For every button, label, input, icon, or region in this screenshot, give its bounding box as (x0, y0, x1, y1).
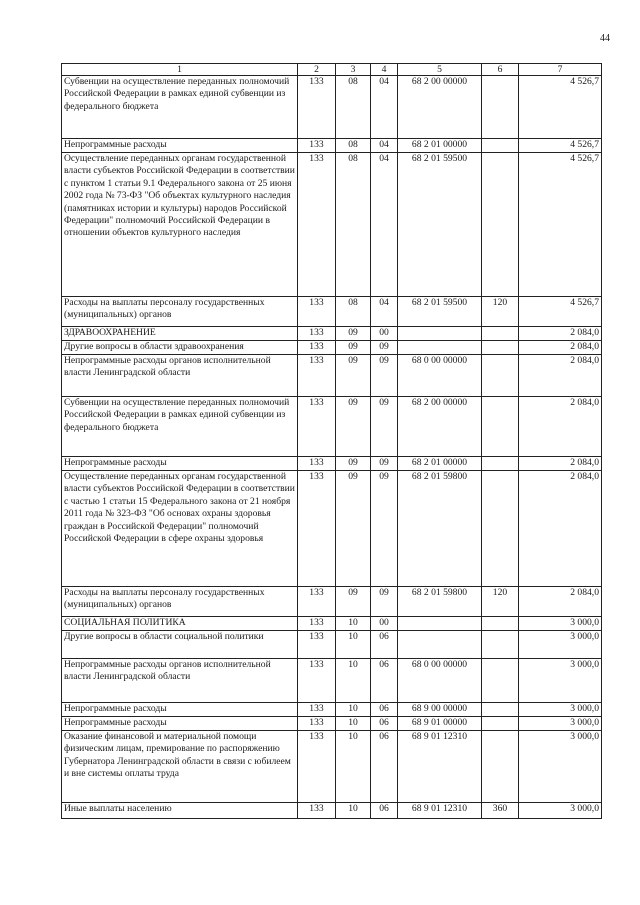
row-name: Непрограммные расходы (62, 139, 298, 153)
row-admin-code: 133 (298, 703, 336, 717)
row-amount: 2 084,0 (519, 355, 602, 397)
table-row (62, 717, 602, 731)
budget-table (61, 63, 602, 819)
row-admin-code: 133 (298, 631, 336, 659)
row-name: Другие вопросы в области здравоохранения (62, 341, 298, 355)
row-expense-type (482, 76, 519, 139)
row-amount: 3 000,0 (519, 617, 602, 631)
row-subsection: 04 (371, 153, 398, 297)
table-header (62, 64, 602, 76)
row-section: 10 (336, 617, 371, 631)
row-admin-code: 133 (298, 803, 336, 819)
row-admin-code: 133 (298, 355, 336, 397)
row-subsection: 00 (371, 617, 398, 631)
row-amount: 2 084,0 (519, 587, 602, 617)
row-admin-code: 133 (298, 457, 336, 471)
row-target-article: 68 9 01 12310 (398, 731, 482, 803)
row-target-article: 68 9 00 00000 (398, 703, 482, 717)
header-col-5: 5 (398, 64, 482, 76)
row-section: 09 (336, 471, 371, 587)
row-amount: 3 000,0 (519, 631, 602, 659)
row-admin-code: 133 (298, 76, 336, 139)
row-section: 10 (336, 703, 371, 717)
row-expense-type: 360 (482, 803, 519, 819)
row-subsection: 04 (371, 297, 398, 327)
row-target-article: 68 0 00 00000 (398, 659, 482, 703)
row-name: Субвенции на осуществление переданных полномочий Российской Федерации в рамках единой субвенции из федерального бюджета (62, 76, 298, 139)
row-expense-type (482, 341, 519, 355)
row-expense-type: 120 (482, 297, 519, 327)
row-section: 08 (336, 139, 371, 153)
row-expense-type (482, 703, 519, 717)
table-row (62, 659, 602, 703)
row-target-article (398, 327, 482, 341)
row-amount: 4 526,7 (519, 76, 602, 139)
row-expense-type: 120 (482, 587, 519, 617)
row-admin-code: 133 (298, 297, 336, 327)
table-row (62, 341, 602, 355)
header-col-1: 1 (62, 64, 298, 76)
row-amount: 3 000,0 (519, 803, 602, 819)
row-name: Непрограммные расходы (62, 703, 298, 717)
row-amount: 2 084,0 (519, 341, 602, 355)
row-subsection: 04 (371, 139, 398, 153)
table-row (62, 703, 602, 717)
row-name: СОЦИАЛЬНАЯ ПОЛИТИКА (62, 617, 298, 631)
row-amount: 4 526,7 (519, 297, 602, 327)
row-name: Субвенции на осуществление переданных полномочий Российской Федерации в рамках единой субвенции из федерального бюджета (62, 397, 298, 457)
table-row (62, 587, 602, 617)
row-expense-type (482, 659, 519, 703)
row-section: 09 (336, 457, 371, 471)
row-amount: 3 000,0 (519, 717, 602, 731)
table-row (62, 153, 602, 297)
row-section: 10 (336, 631, 371, 659)
row-target-article: 68 2 01 59500 (398, 153, 482, 297)
row-target-article: 68 2 01 59500 (398, 297, 482, 327)
row-admin-code: 133 (298, 327, 336, 341)
row-name: Осуществление переданных органам государственной власти субъектов Российской Федерации в соответствии с частью 1 статьи 15 Федерального закона от 21 ноября 2011 года № 323-ФЗ "Об основах охраны здоровья граждан в Российской Федерации" полномочий Российской Федерации в сфере охраны здоровья (62, 471, 298, 587)
header-col-6: 6 (482, 64, 519, 76)
row-subsection: 09 (371, 587, 398, 617)
row-target-article: 68 2 01 00000 (398, 139, 482, 153)
table-row (62, 631, 602, 659)
table-row (62, 803, 602, 819)
table-row (62, 731, 602, 803)
row-target-article: 68 0 00 00000 (398, 355, 482, 397)
row-section: 09 (336, 341, 371, 355)
row-name: Непрограммные расходы (62, 457, 298, 471)
row-amount: 2 084,0 (519, 471, 602, 587)
row-subsection: 09 (371, 355, 398, 397)
row-admin-code: 133 (298, 139, 336, 153)
header-row (62, 64, 602, 76)
row-subsection: 09 (371, 471, 398, 587)
row-expense-type (482, 471, 519, 587)
table-row (62, 327, 602, 341)
row-section: 10 (336, 659, 371, 703)
row-amount: 2 084,0 (519, 457, 602, 471)
header-col-7: 7 (519, 64, 602, 76)
row-amount: 2 084,0 (519, 327, 602, 341)
row-name: Оказание финансовой и материальной помощи физическим лицам, премирование по распоряжению Губернатора Ленинградской области в связи с юбилеем и вне системы оплаты труда (62, 731, 298, 803)
row-name: Непрограммные расходы органов исполнительной власти Ленинградской области (62, 659, 298, 703)
row-amount: 2 084,0 (519, 397, 602, 457)
row-subsection: 06 (371, 659, 398, 703)
row-name: Непрограммные расходы (62, 717, 298, 731)
row-section: 10 (336, 731, 371, 803)
row-name: Расходы на выплаты персоналу государственных (муниципальных) органов (62, 297, 298, 327)
row-target-article (398, 617, 482, 631)
row-subsection: 04 (371, 76, 398, 139)
row-expense-type (482, 397, 519, 457)
header-col-2: 2 (298, 64, 336, 76)
row-subsection: 06 (371, 731, 398, 803)
page-number: 44 (600, 33, 610, 44)
row-expense-type (482, 631, 519, 659)
table-row (62, 297, 602, 327)
row-subsection: 06 (371, 803, 398, 819)
table-body (62, 76, 602, 819)
row-admin-code: 133 (298, 471, 336, 587)
row-name: Осуществление переданных органам государственной власти субъектов Российской Федерации в соответствии с пунктом 1 статьи 9.1 Федерального закона от 25 июня 2002 года № 73-ФЗ "Об объектах культурного наследия (памятниках истории и культуры) народов Российской Федерации" полномочий Российской Федерации в отношении объектов культурного наследия (62, 153, 298, 297)
table-row (62, 471, 602, 587)
row-admin-code: 133 (298, 587, 336, 617)
row-section: 09 (336, 397, 371, 457)
row-admin-code: 133 (298, 153, 336, 297)
row-admin-code: 133 (298, 341, 336, 355)
row-target-article: 68 2 00 00000 (398, 76, 482, 139)
row-amount: 3 000,0 (519, 659, 602, 703)
row-target-article: 68 2 00 00000 (398, 397, 482, 457)
row-admin-code: 133 (298, 397, 336, 457)
table-row (62, 397, 602, 457)
table-row (62, 76, 602, 139)
row-subsection: 06 (371, 703, 398, 717)
row-subsection: 09 (371, 457, 398, 471)
table-row (62, 139, 602, 153)
row-section: 09 (336, 587, 371, 617)
row-name: ЗДРАВООХРАНЕНИЕ (62, 327, 298, 341)
row-expense-type (482, 139, 519, 153)
header-col-4: 4 (371, 64, 398, 76)
row-section: 08 (336, 153, 371, 297)
row-expense-type (482, 717, 519, 731)
row-admin-code: 133 (298, 659, 336, 703)
row-target-article (398, 631, 482, 659)
row-subsection: 06 (371, 631, 398, 659)
row-section: 10 (336, 717, 371, 731)
header-col-3: 3 (336, 64, 371, 76)
row-admin-code: 133 (298, 717, 336, 731)
row-amount: 3 000,0 (519, 731, 602, 803)
row-name: Непрограммные расходы органов исполнительной власти Ленинградской области (62, 355, 298, 397)
row-expense-type (482, 731, 519, 803)
row-section: 09 (336, 327, 371, 341)
row-expense-type (482, 153, 519, 297)
row-expense-type (482, 617, 519, 631)
row-subsection: 09 (371, 397, 398, 457)
row-section: 08 (336, 297, 371, 327)
row-target-article: 68 9 01 00000 (398, 717, 482, 731)
table-row (62, 457, 602, 471)
row-admin-code: 133 (298, 731, 336, 803)
row-amount: 4 526,7 (519, 153, 602, 297)
row-admin-code: 133 (298, 617, 336, 631)
row-expense-type (482, 457, 519, 471)
row-target-article (398, 341, 482, 355)
row-name: Иные выплаты населению (62, 803, 298, 819)
table-row (62, 355, 602, 397)
row-target-article: 68 2 01 59800 (398, 587, 482, 617)
row-target-article: 68 9 01 12310 (398, 803, 482, 819)
row-section: 09 (336, 355, 371, 397)
row-section: 10 (336, 803, 371, 819)
row-subsection: 09 (371, 341, 398, 355)
table-row (62, 617, 602, 631)
row-amount: 3 000,0 (519, 703, 602, 717)
row-target-article: 68 2 01 00000 (398, 457, 482, 471)
row-expense-type (482, 327, 519, 341)
row-subsection: 06 (371, 717, 398, 731)
row-section: 08 (336, 76, 371, 139)
row-expense-type (482, 355, 519, 397)
row-subsection: 00 (371, 327, 398, 341)
row-name: Другие вопросы в области социальной политики (62, 631, 298, 659)
row-name: Расходы на выплаты персоналу государственных (муниципальных) органов (62, 587, 298, 617)
row-target-article: 68 2 01 59800 (398, 471, 482, 587)
row-amount: 4 526,7 (519, 139, 602, 153)
